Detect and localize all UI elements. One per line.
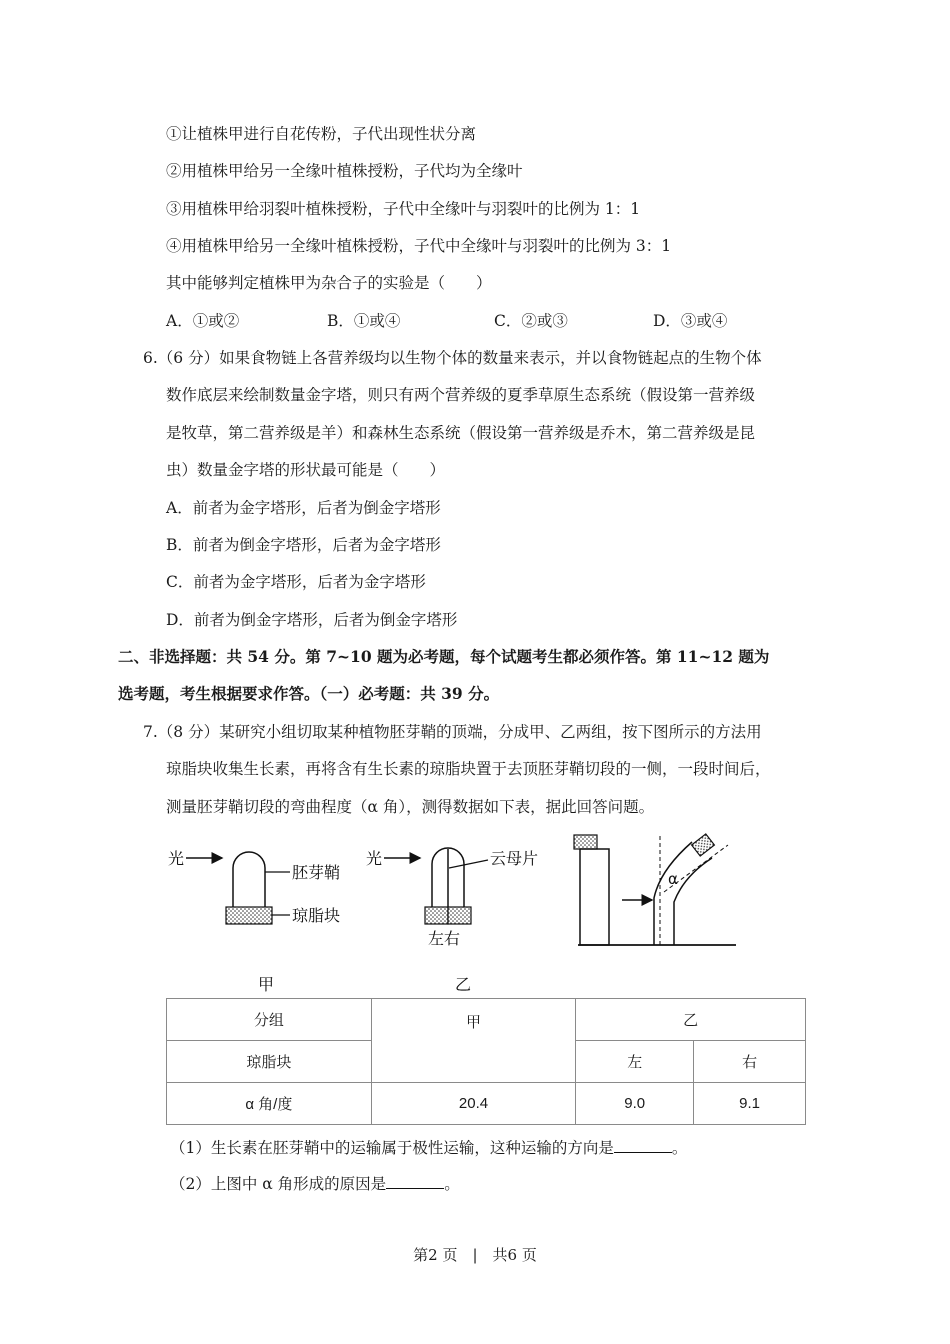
q5-option-a: A．①或② <box>166 312 240 330</box>
value-left: 9.0 <box>576 1083 694 1125</box>
header-alpha: α 角/度 <box>167 1083 372 1125</box>
q6-option-a: A．前者为金字塔形，后者为倒金字塔形 <box>166 499 441 517</box>
q7-line-1: 7.（8 分）某研究小组切取某种植物胚芽鞘的顶端，分成甲、乙两组，按下图所示的方法用 <box>143 723 762 741</box>
q6-option-b: B．前者为倒金字塔形，后者为金字塔形 <box>166 536 441 554</box>
q5-experiment-1: ①让植株甲进行自花传粉，子代出现性状分离 <box>166 125 477 143</box>
caption-yi: 乙 <box>455 975 472 994</box>
header-group: 分组 <box>167 999 372 1041</box>
q5-stem: 其中能够判定植株甲为杂合子的实验是（ ） <box>166 274 492 292</box>
table-row <box>167 1083 806 1125</box>
header-yi: 乙 <box>576 999 806 1041</box>
straight-segment <box>580 849 609 945</box>
q7-line-2: 琼脂块收集生长素，再将含有生长素的琼脂块置于去顶胚芽鞘切段的一侧，一段时间后， <box>166 760 771 778</box>
alpha-label: α <box>668 870 678 888</box>
q7-sub1-end: 。 <box>671 1139 688 1157</box>
coleoptile-label: 胚芽鞘 <box>292 863 341 882</box>
light-label-jia: 光 <box>168 849 185 868</box>
q6-line-3: 是牧草，第二营养级是羊）和森林生态系统（假设第一营养级是乔木，第二营养级是昆 <box>166 424 756 442</box>
page-footer: 第2 页 | 共6 页 <box>413 1246 537 1264</box>
left-right-label: 左右 <box>428 929 461 948</box>
q7-sub2-answer-blank[interactable] <box>386 1172 444 1189</box>
value-right: 9.1 <box>694 1083 806 1125</box>
q7-sub1-text: （1）生长素在胚芽鞘中的运输属于极性运输，这种运输的方向是 <box>170 1139 614 1157</box>
header-jia: 甲 <box>371 999 576 1083</box>
agar-block-left <box>425 907 448 924</box>
q5-option-d: D．③或④ <box>653 312 728 330</box>
section2-heading-line-2: 选考题，考生根据要求作答。（一）必考题：共 39 分。 <box>118 684 500 703</box>
light-label-yi: 光 <box>366 849 383 868</box>
agar-label: 琼脂块 <box>292 906 341 925</box>
q7-sub2-text: （2）上图中 α 角形成的原因是 <box>170 1175 387 1193</box>
q6-line-1: 6.（6 分）如果食物链上各营养级均以生物个体的数量来表示，并以食物链起点的生物个体 <box>143 349 762 367</box>
q6-option-d: D．前者为倒金字塔形，后者为倒金字塔形 <box>166 611 458 629</box>
q5-experiment-4: ④用植株甲给另一全缘叶植株授粉，子代中全缘叶与羽裂叶的比例为 3：1 <box>166 237 672 255</box>
q7-sub2 <box>170 1172 460 1194</box>
q5-experiment-2: ②用植株甲给另一全缘叶植株授粉，子代均为全缘叶 <box>166 162 523 180</box>
q7-line-3: 测量胚芽鞘切段的弯曲程度（α 角），测得数据如下表，据此回答问题。 <box>166 798 655 816</box>
q6-line-4: 虫）数量金字塔的形状最可能是（ ） <box>166 461 446 479</box>
q5-option-c: C．②或③ <box>494 312 568 330</box>
q5-option-b: B．①或④ <box>327 312 401 330</box>
section2-heading-line-1: 二、非选择题：共 54 分。第 7~10 题为必考题，每个试题考生都必须作答。第 11~12 题为 <box>118 647 770 666</box>
agar-block-right <box>448 907 471 924</box>
table-row <box>167 999 806 1041</box>
q6-line-2: 数作底层来绘制数量金字塔，则只有两个营养级的夏季草原生态系统（假设第一营养级 <box>166 386 756 404</box>
agar-block-jia <box>226 907 272 924</box>
mica-label: 云母片 <box>490 849 539 868</box>
header-left: 左 <box>576 1041 694 1083</box>
q6-option-c: C．前者为金字塔形，后者为金字塔形 <box>166 573 426 591</box>
q7-sub1 <box>170 1136 687 1158</box>
q7-data-table <box>166 998 806 1125</box>
q7-sub2-end: 。 <box>444 1175 460 1193</box>
header-agar: 琼脂块 <box>167 1041 372 1083</box>
q5-experiment-3: ③用植株甲给羽裂叶植株授粉，子代中全缘叶与羽裂叶的比例为 1：1 <box>166 200 641 218</box>
q7-sub1-answer-blank[interactable] <box>614 1136 672 1153</box>
header-right: 右 <box>694 1041 806 1083</box>
caption-jia: 甲 <box>258 975 275 994</box>
agar-block-tilted <box>692 834 715 856</box>
q7-figure <box>0 820 950 1000</box>
value-jia: 20.4 <box>371 1083 576 1125</box>
agar-block-on-stem <box>574 835 597 849</box>
mica-pointer <box>449 860 488 868</box>
coleoptile-tip-jia <box>233 852 265 907</box>
